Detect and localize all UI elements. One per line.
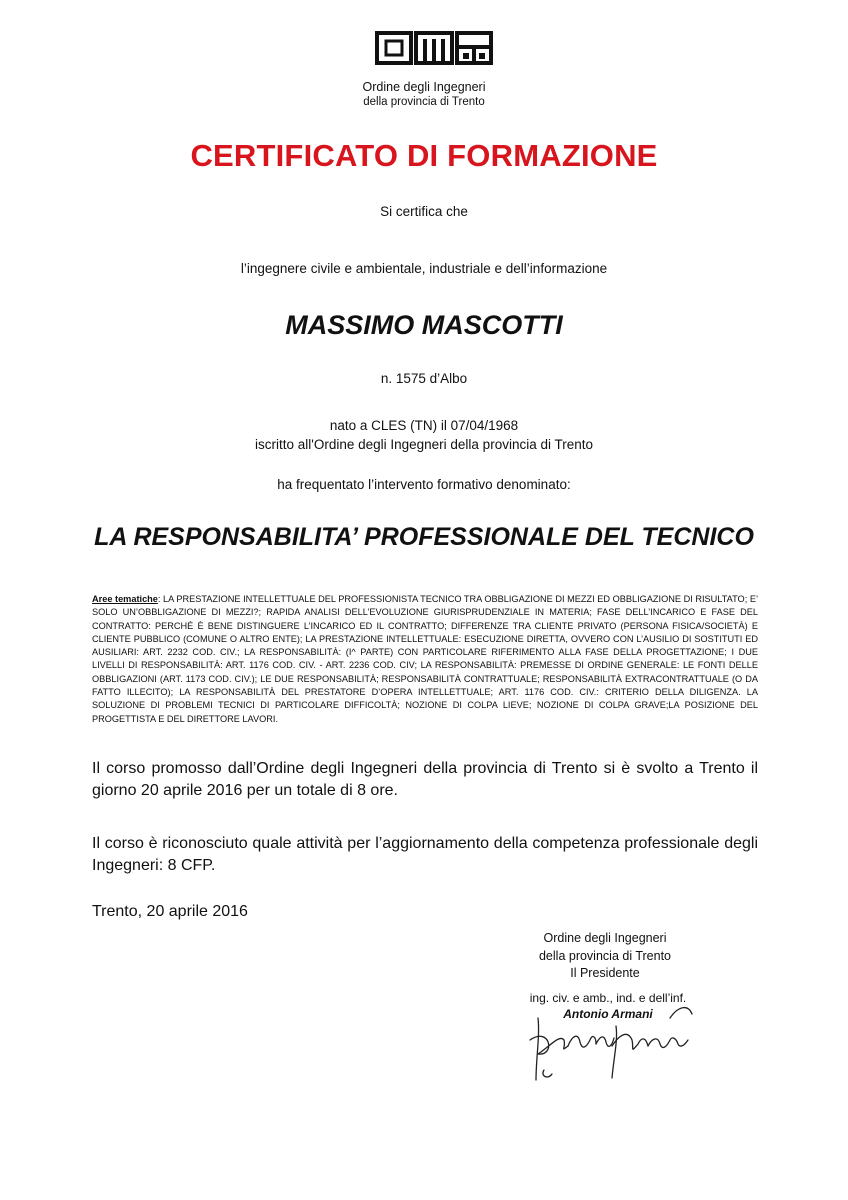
header-org-name: Ordine degli Ingegneri: [362, 80, 486, 94]
handwritten-signature-icon: [520, 996, 700, 1086]
thematic-areas-text: : LA PRESTAZIONE INTELLETTUALE DEL PROFESSIONISTA TECNICO TRA OBBLIGAZIONE DI MEZZI ED OBBLIGAZIONE DI RISULTATO; E’ SOLO UN’OBBLIGAZIONE DI MEZZI?; RAPIDA ANALISI DELL’EVOLUZIONE GIURISPRUDENZIALE IN MATERIA; FASE DELL’INCARICO E FASE DEL CONTRATTO: PERCHÉ È BENE DISTINGUERE L’INCARICO ED IL CONTRATTO; DIFFERENZE TRA CLIENTE PRIVATO (PERSONA FISICA/SOCIETÀ) E CLIENTE PUBBLICO (COMUNE O ALTRO ENTE); LA PRESTAZIONE INTELLETTUALE: ESECUZIONE DIRETTA, OVVERO CON L’AUSILIO DI SOSTITUTI ED AUSILIARI: ART. 2232 COD. CIV.; LA RESPONSABILITÀ: (I^ PARTE) CON PARTICOLARE RIFERIMENTO ALLA FASE DELLA PROGETTAZIONE; I DUE LIVELLI DI RESPONSABILITÀ: ART. 1176 COD. CIV. - ART. 2236 COD. CIV; LA RESPONSABILITÀ: PREMESSE DI ORDINE GENERALE: LE FONTI DELLE OBBLIGAZIONI (ART. 1173 COD. CIV.); LE DUE RESPONSABILITÀ; RESPONSABILITÀ CONTRATTUALE; RESPONSABILITÀ EXTRACONTRATTUALE (O DA FATTO ILLECITO); LA RESPONSABILITÀ DEL PRESTATORE D’OPERA INTELLETTUALE; ART. 1176 COD. CIV.: CRITERIO DELLA DILIGENZA. LA SOLUZIONE DI PROBLEMI TECNICI DI PARTICOLARE DIFFICOLTÀ; NOZIONE DI COLPA LIEVE; NOZIONE DI COLPA GRAVE;LA POSIZIONE DEL PROGETTISTA E DEL DIRETTORE LAVORI.: [92, 594, 759, 724]
signatory-role: Il Presidente: [570, 966, 640, 980]
course-details-paragraph: Il corso promosso dall’Ordine degli Ingegneri della provincia di Trento si è svolto a Trento il giorno 20 aprile 2016 per un totale di 8 ore.: [92, 760, 758, 799]
intro-text: Si certifica che: [380, 204, 468, 219]
certificate-title: CERTIFICATO DI FORMAZIONE: [190, 138, 658, 173]
registration-info: iscritto all'Ordine degli Ingegneri della provincia di Trento: [254, 437, 593, 452]
signatory-qualification: ing. civ. e amb., ind. e dell’inf.: [529, 991, 687, 1005]
header-org-province: della provincia di Trento: [363, 96, 485, 108]
signatory-province: della provincia di Trento: [538, 948, 672, 963]
thematic-areas: [92, 593, 758, 726]
course-title: LA RESPONSABILITA’ PROFESSIONALE DEL TECNICO: [94, 523, 754, 551]
thematic-areas-label: Aree tematiche: [92, 594, 158, 604]
birth-info: nato a CLES (TN) il 07/04/1968: [329, 418, 519, 433]
albo-number: n. 1575 d’Albo: [380, 371, 468, 386]
qualifica-text: l’ingegnere civile e ambientale, industriale e dell’informazione: [240, 261, 608, 276]
attendance-text: ha frequentato l’intervento formativo denominato:: [277, 477, 571, 492]
signatory-block: [500, 930, 710, 983]
course-recognition-paragraph: Il corso è riconosciuto quale attività per l’aggiornamento della competenza professionale degli Ingegneri: 8 CFP.: [92, 835, 758, 874]
signatory-name: Antonio Armani: [563, 1007, 653, 1021]
place-date: Trento, 20 aprile 2016: [92, 903, 248, 920]
omt-logo-icon: [374, 30, 494, 66]
signatory-org: Ordine degli Ingegneri: [543, 931, 667, 945]
recipient-name: MASSIMO MASCOTTI: [285, 310, 563, 340]
